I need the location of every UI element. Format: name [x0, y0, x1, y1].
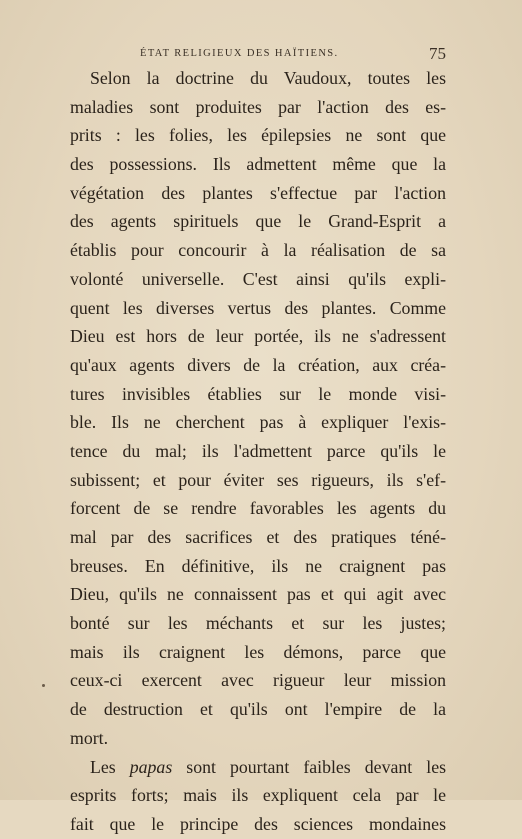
text-line: des agents spirituels que le Grand-Esprit a — [70, 211, 446, 232]
text-line: forcent de se rendre favorables les agents du — [70, 498, 446, 519]
text-line: tures invisibles établies sur le monde visi- — [70, 383, 446, 404]
text-line: mal par des sacrifices et des pratiques téné- — [70, 527, 446, 547]
page-number: 75 — [429, 44, 446, 63]
text-line: esprits forts; mais ils expliquent cela par le — [70, 785, 446, 806]
running-title: ÉTAT RELIGIEUX DES HAÏTIENS. — [140, 48, 339, 59]
text-line: Dieu est hors de leur portée, ils ne s'adressent — [70, 326, 446, 347]
text-line: végétation des plantes s'effectue par l'action — [70, 182, 446, 203]
text-line: quent les diverses vertus des plantes. Comme — [70, 297, 446, 318]
text-line: tence du mal; ils l'admettent parce qu'ils le — [70, 440, 446, 461]
text-line: de destruction et qu'ils ont l'empire de la — [70, 699, 446, 720]
text-line: volonté universelle. C'est ainsi qu'ils expli- — [70, 268, 446, 289]
text-line: mais ils craignent les démons, parce que — [70, 641, 446, 662]
text-line: breuses. En définitive, ils ne craignent pas — [70, 555, 446, 576]
body-text — [70, 64, 446, 839]
text-line: mort. — [70, 727, 109, 748]
text-line: des possessions. Ils admettent même que la — [70, 154, 446, 175]
italic-word: papas — [129, 756, 173, 777]
page-header — [70, 44, 446, 66]
text-line: subissent; et pour éviter ses rigueurs, ils s'ef- — [70, 469, 446, 490]
text-line: Selon la doctrine du Vaudoux, toutes les — [90, 68, 446, 88]
text-line: ble. Ils ne cherchent pas à expliquer l'exis- — [70, 412, 446, 433]
text-line: maladies sont produites par l'action des es- — [70, 96, 446, 117]
text-line: prits : les folies, les épilepsies ne sont que — [70, 125, 446, 146]
text-line: ceux-ci exercent avec rigueur leur mission — [70, 670, 446, 691]
text-line: fait que le principe des sciences mondaines — [70, 813, 446, 834]
ink-speck — [42, 684, 45, 687]
text-line: établis pour concourir à la réalisation de sa — [70, 240, 446, 261]
text-line: bonté sur les méchants et sur les justes; — [70, 613, 446, 634]
text-line: Les papas sont pourtant faibles devant les — [90, 756, 446, 777]
text-line: qu'aux agents divers de la création, aux créa- — [70, 354, 446, 375]
text-line: Dieu, qu'ils ne connaissent pas et qui agit avec — [70, 584, 446, 605]
